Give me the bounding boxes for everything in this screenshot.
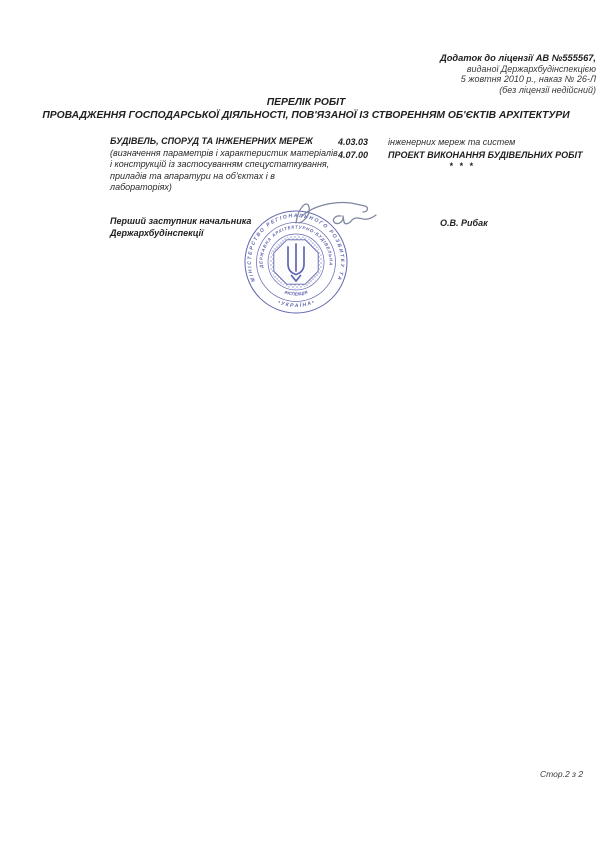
license-number-line: Додаток до ліцензії АВ №555567, bbox=[439, 53, 596, 63]
works-description-detail: (визначення параметрів і характеристик матеріалів і конструкцій із застосуванням спецустаткування, приладів та апаратури на об'єктах і в лабораторіях) bbox=[110, 147, 338, 193]
seal-inner-text-bottom: ІНСПЕКЦІЯ bbox=[283, 289, 309, 297]
work-name: ПРОЕКТ ВИКОНАННЯ БУДІВЕЛЬНИХ РОБІТ bbox=[388, 150, 583, 160]
svg-text:ІНСПЕКЦІЯ bbox=[284, 289, 309, 296]
signer-position-line-2: Держархбудінспекції bbox=[110, 227, 204, 238]
works-description bbox=[110, 136, 338, 194]
seal-outer-text-bottom: • У К Р А Ї Н А • bbox=[276, 299, 316, 310]
work-code: 4.03.03 bbox=[338, 137, 369, 147]
document-title bbox=[0, 97, 612, 122]
work-name: інженерних мереж та систем bbox=[388, 137, 516, 147]
title-line-2: ПРОВАДЖЕННЯ ГОСПОДАРСЬКОЇ ДІЯЛЬНОСТІ, ПОВ'ЯЗАНОЇ ІЗ СТВОРЕННЯМ ОБ'ЄКТІВ АРХІТЕКТУРИ bbox=[42, 109, 570, 121]
work-row bbox=[338, 150, 603, 161]
title-line-1: ПЕРЕЛІК РОБІТ bbox=[266, 97, 346, 108]
issue-date-line: 5 жовтня 2010 р., наказ № 26-Л bbox=[460, 74, 596, 85]
page-number: Стор.2 з 2 bbox=[540, 769, 584, 779]
signer-name: О.В. Рибак bbox=[440, 218, 488, 228]
handwritten-signature bbox=[283, 192, 383, 238]
signer-position-line-1: Перший заступник начальника bbox=[110, 216, 252, 226]
works-description-caps: БУДІВЕЛЬ, СПОРУД ТА ІНЖЕНЕРНИХ МЕРЕЖ bbox=[110, 136, 313, 146]
work-code: 4.07.00 bbox=[338, 150, 369, 160]
license-reference-block bbox=[336, 53, 596, 95]
seal-inner-text-top: ДЕРЖАВНА АРХІТЕКТУРНО-БУДІВЕЛЬНА bbox=[258, 224, 334, 269]
issuer-line: виданої Держархбудінспекцією bbox=[466, 63, 596, 74]
svg-text:• У К Р А Ї Н А • bbox=[277, 299, 315, 309]
work-row bbox=[338, 137, 603, 148]
validity-note-line: (без ліцензії недійсний) bbox=[499, 84, 596, 95]
signature-stroke bbox=[296, 203, 376, 224]
seal-outer-text-top: МІНІСТЕРСТВО РЕГІОНАЛЬНОГО РОЗВИТКУ ТА bbox=[246, 213, 346, 283]
list-end-marker: * * * bbox=[449, 161, 475, 171]
